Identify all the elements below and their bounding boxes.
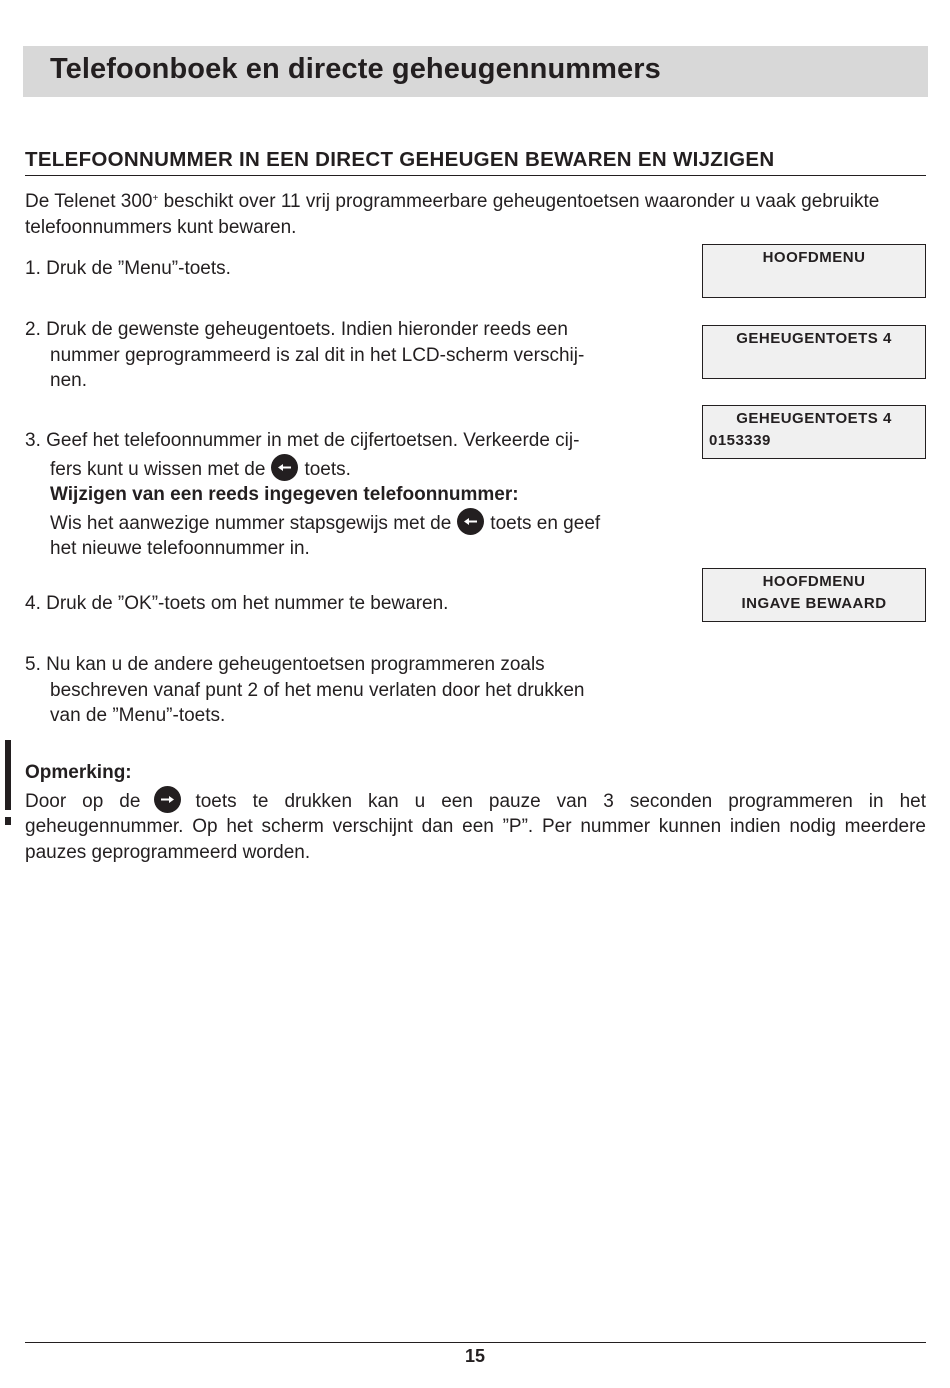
note-text-a: Door op de <box>25 790 141 812</box>
lcd-display-1-line-1: HOOFDMENU <box>762 249 866 266</box>
step-3 <box>25 428 675 562</box>
note-text-b: toets te drukken kan u een pauze van 3 seconden programmeren in het geheugennummer. Op het scherm verschijnt dan een ”P”. Per nummer kunnen indien nodig meerdere pauzes geprogrammeerd worden. <box>25 790 926 863</box>
title-bar <box>23 46 928 97</box>
step-2-line-1: 2. Druk de gewenste geheugentoets. Indien hieronder reeds een <box>25 319 568 340</box>
note-text <box>25 786 926 866</box>
lcd-display-4-line-1: HOOFDMENU <box>762 573 866 590</box>
step-3-line-1: 3. Geef het telefoonnummer in met de cijfertoetsen. Verkeerde cij- <box>25 430 580 451</box>
step-3-line-5: het nieuwe telefoonnummer in. <box>50 538 310 559</box>
lcd-display-4 <box>702 568 926 622</box>
lcd-display-1 <box>702 244 926 298</box>
step-3-line-4 <box>25 508 675 537</box>
lcd-display-3 <box>702 405 926 459</box>
lcd-display-4-line-2: INGAVE BEWAARD <box>741 595 887 612</box>
lcd-display-2 <box>702 325 926 379</box>
lcd-display-3-line-2: 0153339 <box>709 432 771 449</box>
step-2-line-3: nen. <box>50 370 87 391</box>
note-block <box>25 760 926 865</box>
step-5 <box>25 652 675 729</box>
footer-rule <box>25 1342 926 1343</box>
note-heading: Opmerking: <box>25 762 132 783</box>
step-3-line-2-a: fers kunt u wissen met de <box>50 458 266 480</box>
step-5-line-2: beschreven vanaf punt 2 of het menu verlaten door het drukken <box>50 679 585 701</box>
step-3-line-2 <box>25 454 675 483</box>
intro-text-2: beschikt over 11 vrij programmeerbare geheugentoetsen waaronder u vaak gebruikte telefoonnummers kunt bewaren. <box>25 191 880 238</box>
step-1: 1. Druk de ”Menu”-toets. <box>25 258 231 279</box>
step-5-line-3: van de ”Menu”-toets. <box>50 705 226 726</box>
step-3-line-2-b: toets. <box>304 458 351 480</box>
pause-key-icon <box>154 786 181 813</box>
lcd-display-3-line-1: GEHEUGENTOETS 4 <box>736 410 892 427</box>
page-title: Telefoonboek en directe geheugennummers <box>50 53 661 85</box>
backspace-key-icon <box>271 454 298 481</box>
step-2 <box>25 317 675 394</box>
intro-paragraph <box>25 186 925 240</box>
step-4: 4. Druk de ”OK”-toets om het nummer te bewaren. <box>25 593 449 614</box>
backspace-key-icon <box>457 508 484 535</box>
step-2-line-2: nummer geprogrammeerd is zal dit in het LCD-scherm verschij- <box>50 344 585 366</box>
step-3-subheading: Wijzigen van een reeds ingegeven telefoonnummer: <box>50 484 519 505</box>
intro-text-1: De Telenet 300 <box>25 191 153 212</box>
lcd-display-2-line-1: GEHEUGENTOETS 4 <box>736 330 892 347</box>
intro-superscript: + <box>152 193 159 204</box>
page-number: 15 <box>464 1346 486 1366</box>
step-3-line-4-a: Wis het aanwezige nummer stapsgewijs met de <box>50 512 452 534</box>
section-heading: TELEFOONNUMMER IN EEN DIRECT GEHEUGEN BEWAREN EN WIJZIGEN <box>25 148 926 176</box>
exclamation-icon <box>2 738 14 828</box>
step-3-line-4-b: toets en geef <box>490 512 601 534</box>
step-5-line-1: 5. Nu kan u de andere geheugentoetsen programmeren zoals <box>25 654 545 675</box>
